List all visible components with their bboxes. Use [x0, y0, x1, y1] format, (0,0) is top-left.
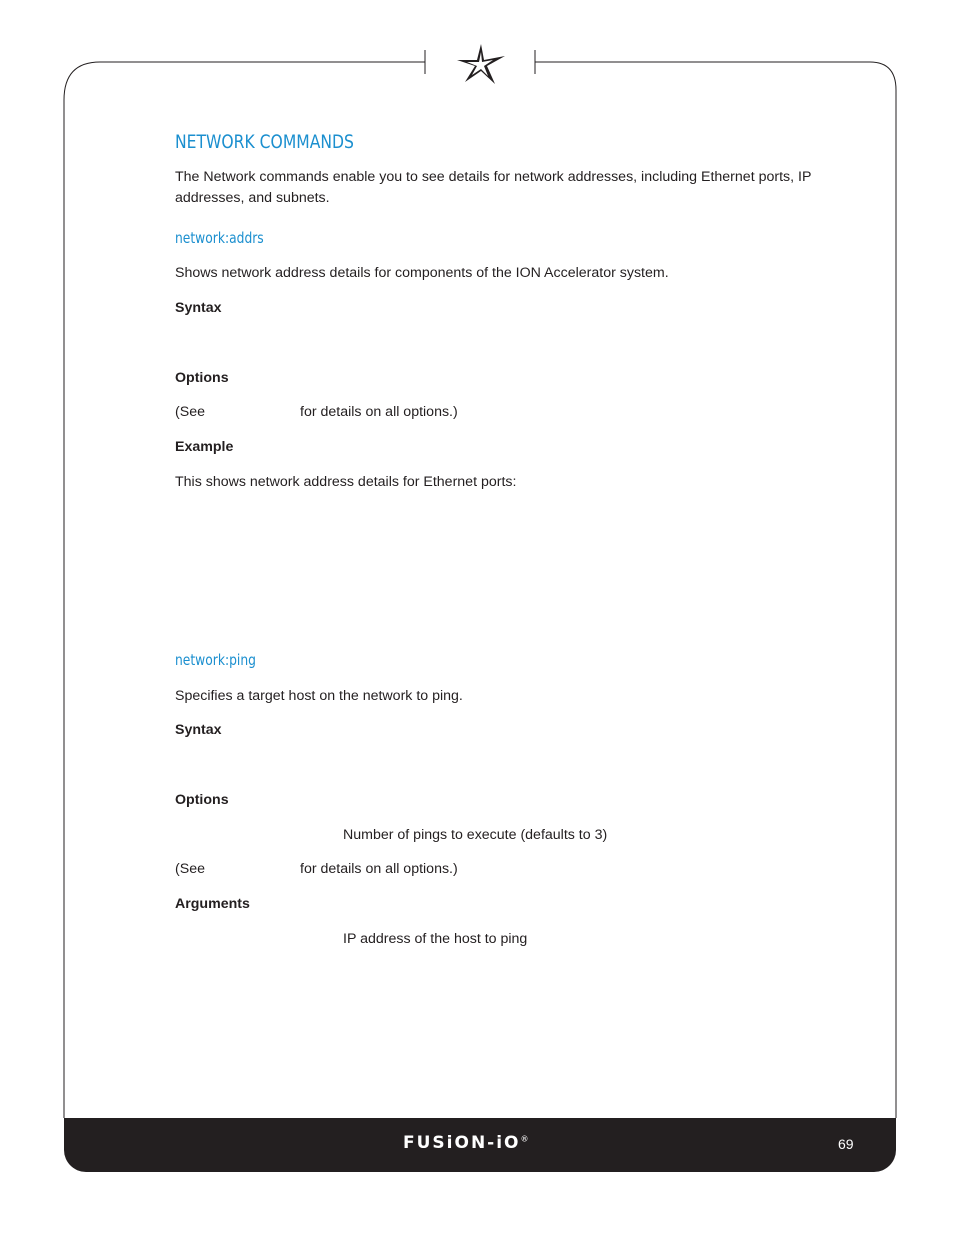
- fusion-io-logo: [403, 1133, 531, 1153]
- fusion-io-star-icon: [455, 42, 507, 86]
- addrs-description: Shows network address details for components of the ION Accelerator system.: [175, 265, 669, 281]
- ping-see-prefix: (See: [175, 861, 205, 877]
- addrs-see-suffix: for details on all options.): [300, 404, 458, 420]
- brand-name: FUSiON-iO: [403, 1133, 521, 1153]
- addrs-example-label: Example: [175, 439, 234, 455]
- section-intro: The Network commands enable you to see details for network addresses, including Ethernet ports, IP addresses, and subnets.: [175, 169, 812, 206]
- addrs-see-prefix: (See: [175, 404, 205, 420]
- ping-arguments-label: Arguments: [175, 896, 250, 912]
- ping-syntax-label: Syntax: [175, 722, 222, 738]
- addrs-example-text: This shows network address details for Ethernet ports:: [175, 474, 517, 490]
- ping-see-suffix: for details on all options.): [300, 861, 458, 877]
- section-title: NETWORK COMMANDS: [175, 131, 354, 153]
- addrs-options-label: Options: [175, 370, 229, 386]
- page-number: 69: [838, 1136, 854, 1152]
- ping-options-label: Options: [175, 792, 229, 808]
- addrs-title: network:addrs: [175, 229, 264, 247]
- ping-count-description: Number of pings to execute (defaults to 3): [343, 827, 608, 843]
- ping-description: Specifies a target host on the network to ping.: [175, 688, 463, 704]
- registered-mark: ®: [520, 1134, 531, 1144]
- ping-ip-description: IP address of the host to ping: [343, 931, 528, 947]
- ping-title: network:ping: [175, 651, 256, 669]
- addrs-syntax-label: Syntax: [175, 300, 222, 316]
